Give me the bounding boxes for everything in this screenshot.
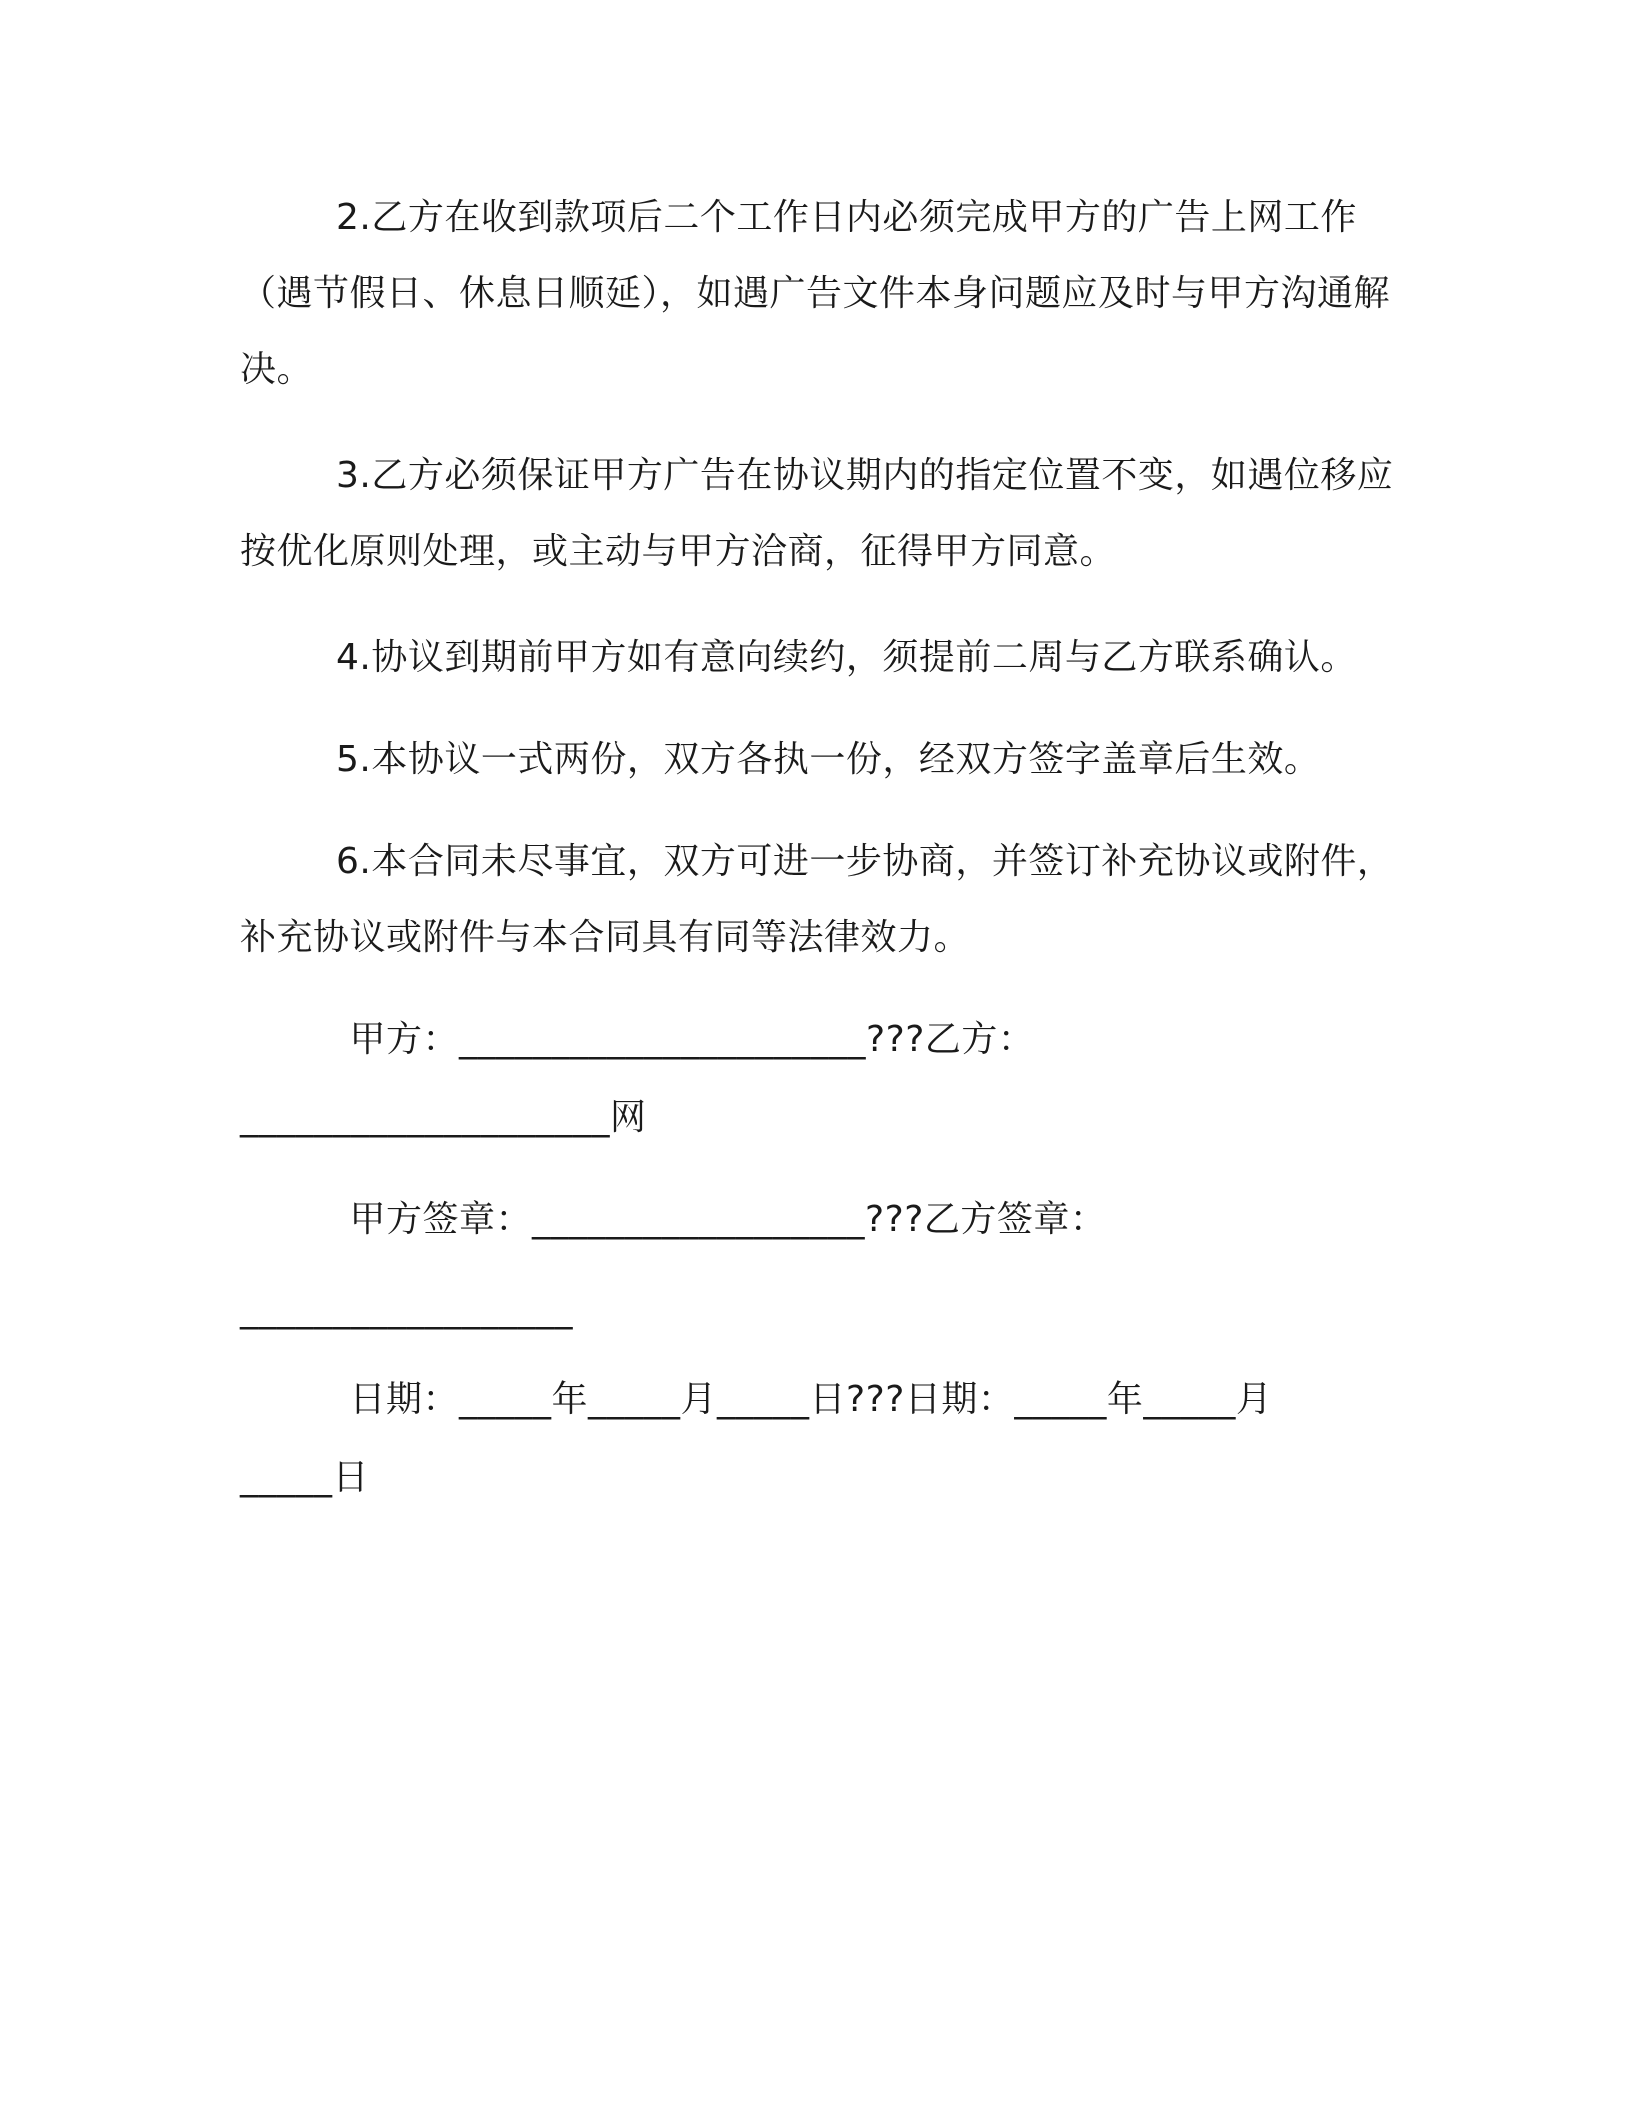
- party-a-line: 甲方：______________________???乙方：: [240, 1019, 1035, 1060]
- party-b-line: ____________________网: [240, 1097, 647, 1138]
- clause-6: 6.本合同未尽事宜，双方可进一步协商，并签订补充协议或附件，补充协议或附件与本合同具有同等法律效力。: [240, 841, 1394, 958]
- party-b-seal-line: __________________: [240, 1289, 573, 1330]
- clause-2: 2.乙方在收到款项后二个工作日内必须完成甲方的广告上网工作（遇节假日、休息日顺延），如遇广告文件本身问题应及时与甲方沟通解决。: [240, 197, 1391, 390]
- date-line-continued: _____日: [240, 1457, 370, 1498]
- party-a-seal-line: 甲方签章：__________________???乙方签章：: [240, 1199, 1107, 1240]
- clause-3: 3.乙方必须保证甲方广告在协议期内的指定位置不变，如遇位移应按优化原则处理，或主动与甲方洽商，征得甲方同意。: [240, 455, 1394, 572]
- clause-4: 4.协议到期前甲方如有意向续约，须提前二周与乙方联系确认。: [336, 637, 1357, 678]
- clause-5: 5.本协议一式两份，双方各执一份，经双方签字盖章后生效。: [336, 739, 1321, 780]
- date-line: 日期：_____年_____月_____日???日期：_____年_____月: [240, 1379, 1273, 1420]
